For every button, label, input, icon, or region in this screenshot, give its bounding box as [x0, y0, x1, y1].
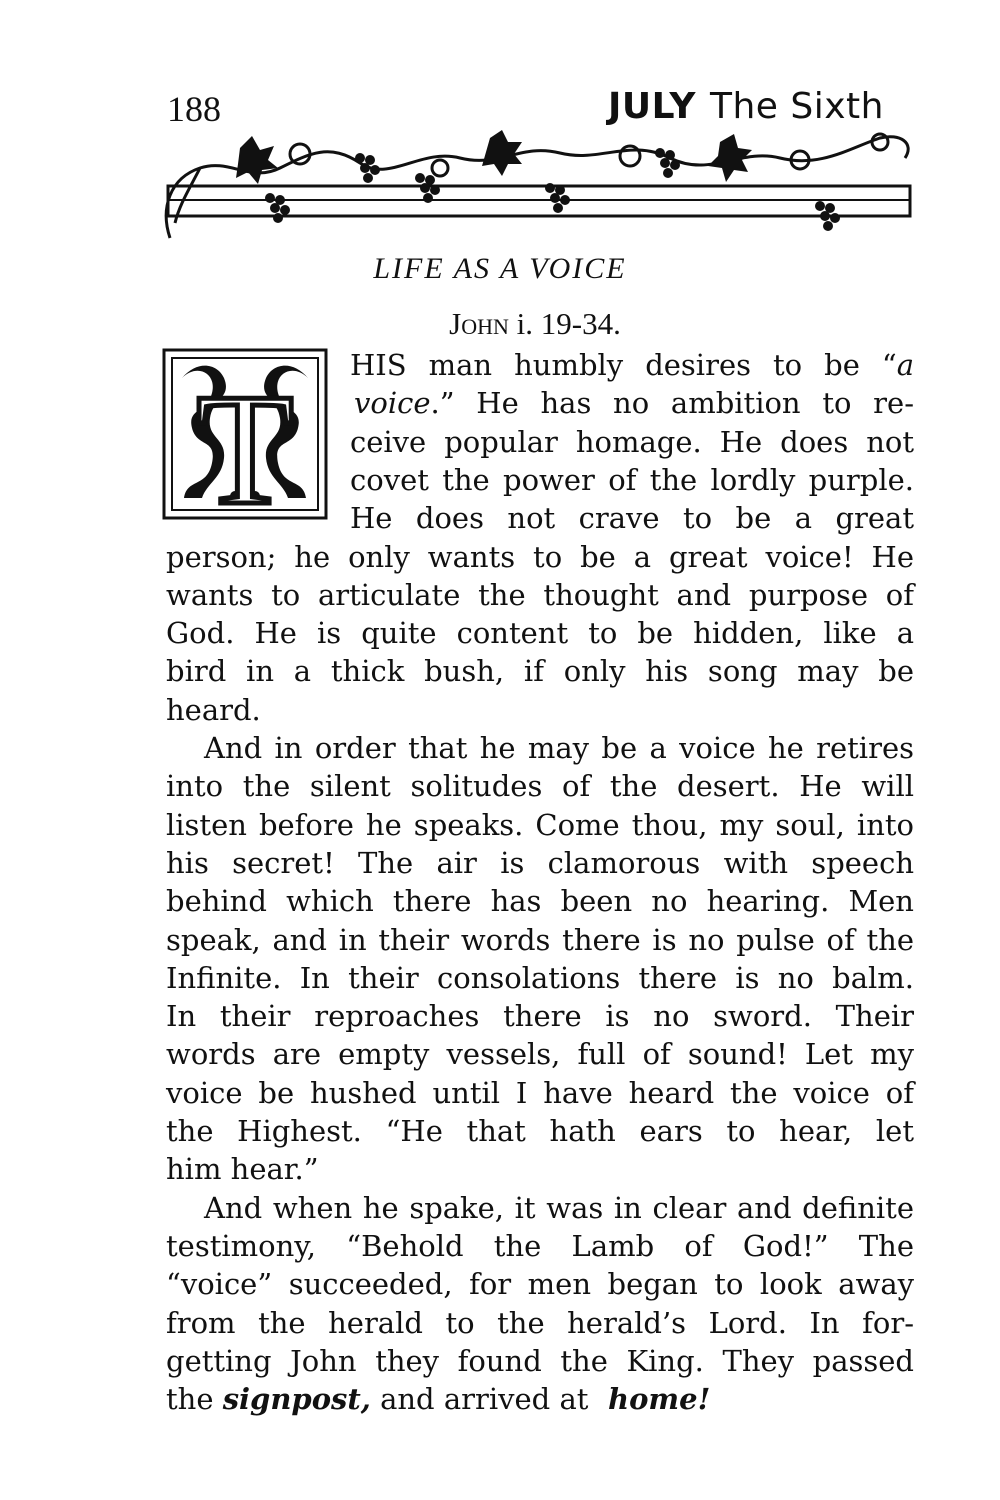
text-line [204, 729, 914, 767]
text-line [166, 538, 914, 576]
text-segment: from the herald to the herald’s Lord. In for- [166, 1306, 914, 1340]
text-line [166, 576, 914, 614]
text-segment: bird in a thick bush, if only his song may be [166, 654, 914, 688]
text-line [166, 1265, 914, 1303]
text-segment: voice be hushed until I have heard the voice of [166, 1076, 914, 1110]
text-line [354, 384, 914, 422]
text-segment: the [166, 1382, 223, 1416]
text-segment: words are empty vessels, full of sound! Let my [166, 1037, 914, 1071]
text-line [166, 844, 914, 882]
text-segment: He does not crave to be a great [350, 501, 914, 535]
text-segment: home! [608, 1382, 711, 1416]
text-line [608, 1380, 710, 1418]
text-segment: ceive popular homage. He does not [350, 425, 914, 459]
text-segment: his secret! The air is clamorous with speech [166, 846, 914, 880]
text-line [166, 1035, 914, 1073]
text-line [166, 806, 914, 844]
text-segment: him hear.” [166, 1152, 319, 1186]
dropcap-letter: T [196, 360, 294, 520]
page-number: 188 [167, 89, 221, 129]
text-segment: voice [354, 386, 431, 420]
text-line [166, 691, 914, 729]
text-line [350, 423, 914, 461]
text-segment: signpost, [222, 1382, 371, 1416]
text-line [166, 882, 914, 920]
text-segment: wants to articulate the thought and purpose of [166, 578, 914, 612]
running-head [608, 86, 884, 127]
text-segment: In their reproaches there is no sword. Their [166, 999, 914, 1033]
text-line [166, 959, 914, 997]
text-segment: Infinite. In their consolations there is no balm. [166, 961, 914, 995]
text-segment: person; he only wants to be a great voice! He [166, 540, 914, 574]
text-segment: a [896, 348, 914, 382]
text-line [166, 1112, 914, 1150]
text-segment: HIS man humbly desires to be “ [350, 348, 897, 382]
text-segment: into the silent solitudes of the desert. He will [166, 769, 914, 803]
chapter-title: LIFE AS A VOICE [373, 252, 627, 285]
text-line [166, 614, 914, 652]
text-line [204, 1189, 914, 1227]
ornamental-dropcap [162, 348, 328, 520]
text-segment: speak, and in their words there is no pulse of the [166, 923, 914, 957]
text-segment: and arrived at [370, 1382, 589, 1416]
running-head-day: The Sixth [710, 86, 884, 127]
text-segment: testimony, “Behold the Lamb of God!” The [166, 1229, 914, 1263]
running-head-month: JULY [607, 86, 696, 127]
text-segment: the Highest. “He that hath ears to hear, let [166, 1114, 914, 1148]
text-segment: covet the power of the lordly purple. [350, 463, 914, 497]
text-line [350, 346, 914, 384]
text-line [166, 1074, 914, 1112]
text-line [350, 499, 914, 537]
text-line [166, 921, 914, 959]
text-segment: “voice” succeeded, for men began to look away [166, 1267, 914, 1301]
text-segment: behind which there has been no hearing. Men [166, 884, 914, 918]
text-line [166, 1304, 914, 1342]
text-line [166, 1380, 588, 1418]
text-segment: listen before he speaks. Come thou, my soul, into [166, 808, 914, 842]
reference-verses: i. 19-34. [516, 306, 621, 341]
text-segment: .” He has no ambition to re- [430, 386, 914, 420]
text-line [166, 1342, 914, 1380]
text-line [166, 1227, 914, 1265]
scripture-reference [0, 306, 1000, 342]
text-segment: And in order that he may be a voice he retires [204, 731, 914, 765]
text-line [166, 997, 914, 1035]
text-segment: heard. [166, 693, 261, 727]
reference-book: John [449, 306, 509, 341]
text-line [166, 767, 914, 805]
text-segment: God. He is quite content to be hidden, like a [166, 616, 914, 650]
vine-ornament-header [160, 128, 920, 246]
text-line [350, 461, 914, 499]
text-line [166, 652, 914, 690]
text-segment: getting John they found the King. They passed [166, 1344, 914, 1378]
text-segment: And when he spake, it was in clear and definite [204, 1191, 914, 1225]
text-line [166, 1150, 914, 1188]
